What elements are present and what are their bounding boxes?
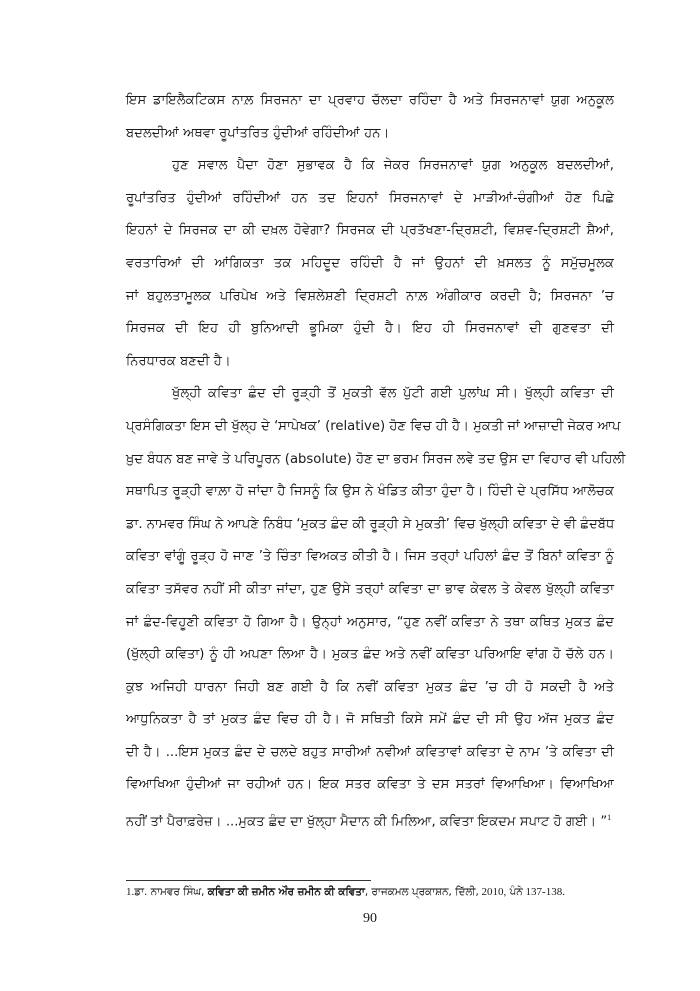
text-line: ਵਿਆਖਿਆ ਹੁੰਦੀਆਂ ਜਾ ਰਹੀਆਂ ਹਨ। ਇਕ ਸਤਰ ਕਵਿਤਾ ਤੇ ਦਸ ਸਤਰਾਂ ਵਿਆਖਿਆ। ਵਿਆਖਿਆ bbox=[126, 777, 614, 793]
text-line: ਡਾ. ਨਾਮਵਰ ਸਿੰਘ ਨੇ ਆਪਣੇ ਨਿਬੰਧ ‘ਮੁਕਤ ਛੰਦ ਕੀ ਰੂੜ੍ਹੀ ਸੇ ਮੁਕਤੀ’ ਵਿਚ ਖੁੱਲ੍ਹੀ ਕਵਿਤਾ ਦੇ ਵੀ ਛੰਦਬੱਧ bbox=[126, 516, 615, 532]
footnote bbox=[126, 884, 626, 900]
text-line: ਸਥਾਪਿਤ ਰੂੜ੍ਹੀ ਵਾਲ਼ਾ ਹੋ ਜਾਂਦਾ ਹੈ ਜਿਸਨੂੰ ਕਿ ਉਸ ਨੇ ਖੰਡਿਤ ਕੀਤਾ ਹੁੰਦਾ ਹੈ। ਹਿੰਦੀ ਦੇ ਪ੍ਰਸਿੱਧ ਆਲੋਚਕ bbox=[126, 484, 614, 500]
text-line: ਬਦਲਦੀਆਂ ਅਥਵਾ ਰੂਪਾਂਤਰਿਤ ਹੁੰਦੀਆਂ ਰਹਿੰਦੀਆਂ ਹਨ। bbox=[126, 125, 390, 141]
footnote-author: ਡਾ. ਨਾਮਵਰ ਸਿੰਘ, bbox=[134, 886, 205, 898]
text-line: ਰੂਪਾਂਤਰਿਤ ਹੁੰਦੀਆਂ ਰਹਿੰਦੀਆਂ ਹਨ ਤਦ ਇਹਨਾਂ ਸਿਰਜਨਾਵਾਂ ਦੇ ਮਾੜੀਆਂ-ਚੰਗੀਆਂ ਹੋਣ ਪਿਛੇ bbox=[126, 190, 614, 206]
text-line: ਇਹਨਾਂ ਦੇ ਸਿਰਜਕ ਦਾ ਕੀ ਦਖ਼ਲ ਹੋਵੇਗਾ? ਸਿਰਜਕ ਦੀ ਪ੍ਰਤੱਖਣਾ-ਦ੍ਰਿਸ਼ਟੀ, ਵਿਸ਼ਵ-ਦ੍ਰਿਸ਼ਟੀ ਸ਼ੈਆਂ, bbox=[126, 223, 614, 239]
text-line-last bbox=[126, 805, 614, 838]
text-line-content: ਨਹੀਂ ਤਾਂ ਪੈਰਾਫ਼ਰੇਜ਼। ...ਮੁਕਤ ਛੰਦ ਦਾ ਖੁੱਲ੍ਹਾ ਮੈਦਾਨ ਕੀ ਮਿਲਿਆ, ਕਵਿਤਾ ਇਕਦਮ ਸਪਾਟ ਹੋ ਗਈ। ” bbox=[126, 814, 608, 830]
text-line: ਆਧੁਨਿਕਤਾ ਹੈ ਤਾਂ ਮੁਕਤ ਛੰਦ ਵਿਚ ਹੀ ਹੈ। ਜੋ ਸਥਿਤੀ ਕਿਸੇ ਸਮੇਂ ਛੰਦ ਦੀ ਸੀ ਉਹ ਅੱਜ ਮੁਕਤ ਛੰਦ bbox=[126, 712, 614, 728]
text-line: ਇਸ ਡਾਇਲੈਕਟਿਕਸ ਨਾਲ਼ ਸਿਰਜਨਾ ਦਾ ਪ੍ਰਵਾਹ ਚੱਲਦਾ ਰਹਿੰਦਾ ਹੈ ਅਤੇ ਸਿਰਜਨਾਵਾਂ ਯੁਗ ਅਨੁਕੂਲ bbox=[126, 93, 614, 108]
paragraph-3 bbox=[126, 381, 626, 837]
body-text bbox=[126, 88, 626, 838]
footnote-separator bbox=[126, 880, 371, 881]
footnote-publisher: , ਰਾਜਕਮਲ ਪ੍ਰਕਾਸ਼ਨ, ਦਿੱਲੀ, bbox=[364, 886, 479, 898]
text-line: ਖੁੱਲ੍ਹੀ ਕਵਿਤਾ ਛੰਦ ਦੀ ਰੂੜ੍ਹੀ ਤੋਂ ਮੁਕਤੀ ਵੱਲ ਪੁੱਟੀ ਗਈ ਪੁਲਾਂਘ ਸੀ। ਖੁੱਲ੍ਹੀ ਕਵਿਤਾ ਦੀ bbox=[172, 386, 614, 402]
text-line: ਕਵਿਤਾ ਤਸੱਵਰ ਨਹੀਂ ਸੀ ਕੀਤਾ ਜਾਂਦਾ, ਹੁਣ ਉਸੇ ਤਰ੍ਹਾਂ ਕਵਿਤਾ ਦਾ ਭਾਵ ਕੇਵਲ ਤੇ ਕੇਵਲ ਖੁੱਲ੍ਹੀ ਕਵਿਤਾ bbox=[126, 581, 614, 597]
text-line: ਜਾਂ ਛੰਦ-ਵਿਹੂਣੀ ਕਵਿਤਾ ਹੋ ਗਿਆ ਹੈ। ਉਨ੍ਹਾਂ ਅਨੁਸਾਰ, “ਹੁਣ ਨਵੀਂ ਕਵਿਤਾ ਨੇ ਤਥਾ ਕਥਿਤ ਮੁਕਤ ਛੰਦ bbox=[126, 614, 614, 630]
text-line: ਦੀ ਹੈ। ...ਇਸ ਮੁਕਤ ਛੰਦ ਦੇ ਚਲਦੇ ਬਹੁਤ ਸਾਰੀਆਂ ਨਵੀਆਂ ਕਵਿਤਾਵਾਂ ਕਵਿਤਾ ਦੇ ਨਾਮ ’ਤੇ ਕਵਿਤਾ ਦੀ bbox=[126, 744, 614, 760]
footnote-book-title: ਕਵਿਤਾ ਕੀ ਜ਼ਮੀਨ ਔਰ ਜ਼ਮੀਨ ਕੀ ਕਵਿਤਾ bbox=[207, 886, 365, 898]
text-line: ਨਿਰਧਾਰਕ ਬਣਦੀ ਹੈ। bbox=[126, 353, 231, 369]
footnote-marker[interactable]: 1 bbox=[607, 813, 612, 823]
paragraph-1 bbox=[126, 88, 614, 153]
page-number: 90 bbox=[363, 911, 377, 926]
footnote-number: 1. bbox=[126, 886, 135, 898]
text-line: ਜਾਂ ਬਹੁਲਤਾਮੂਲਕ ਪਰਿਪੇਖ ਅਤੇ ਵਿਸ਼ਲੇਸ਼ਣੀ ਦ੍ਰਿਸ਼ਟੀ ਨਾਲ਼ ਅੰਗੀਕਾਰ ਕਰਦੀ ਹੈ; ਸਿਰਜਨਾ ’ਚ bbox=[126, 288, 614, 304]
text-line: (ਖੁੱਲ੍ਹੀ ਕਵਿਤਾ) ਨੂੰ ਹੀ ਅਪਣਾ ਲਿਆ ਹੈ। ਮੁਕਤ ਛੰਦ ਅਤੇ ਨਵੀਂ ਕਵਿਤਾ ਪਰਿਆਇ ਵਾਂਗ ਹੋ ਚੱਲੇ ਹਨ। bbox=[126, 647, 614, 663]
text-line: ਹੁਣ ਸਵਾਲ ਪੈਦਾ ਹੋਣਾ ਸੁਭਾਵਕ ਹੈ ਕਿ ਜੇਕਰ ਸਿਰਜਨਾਵਾਂ ਯੁਗ ਅਨੁਕੂਲ ਬਦਲਦੀਆਂ, bbox=[172, 158, 614, 174]
paragraph-2 bbox=[126, 153, 614, 381]
text-line: ਪ੍ਰਸੰਗਿਕਤਾ ਇਸ ਦੀ ਖੁੱਲ੍ਹ ਦੇ ‘ਸਾਪੇਖਕ’ (relative) ਹੋਣ ਵਿਚ ਹੀ ਹੈ। ਮੁਕਤੀ ਜਾਂ ਆਜ਼ਾਦੀ ਜੇਕਰ ਆਪ bbox=[126, 418, 621, 434]
footnote-pages-label: ਪੰਨੇ bbox=[506, 886, 523, 898]
footnote-year: 2010, bbox=[478, 886, 507, 898]
text-line: ਸਿਰਜਕ ਦੀ ਇਹ ਹੀ ਬੁਨਿਆਦੀ ਭੂਮਿਕਾ ਹੁੰਦੀ ਹੈ। ਇਹ ਹੀ ਸਿਰਜਨਾਵਾਂ ਦੀ ਗੁਣਵਤਾ ਦੀ bbox=[126, 321, 614, 337]
text-line: ਖ਼ੁਦ ਬੰਧਨ ਬਣ ਜਾਵੇ ਤੇ ਪਰਿਪੂਰਨ (absolute) ਹੋਣ ਦਾ ਭਰਮ ਸਿਰਜ ਲਵੇ ਤਦ ਉਸ ਦਾ ਵਿਹਾਰ ਵੀ ਪਹਿਲੀ bbox=[126, 451, 626, 467]
text-line: ਕੁਝ ਅਜਿਹੀ ਧਾਰਨਾ ਜਿਹੀ ਬਣ ਗਈ ਹੈ ਕਿ ਨਵੀਂ ਕਵਿਤਾ ਮੁਕਤ ਛੰਦ ’ਚ ਹੀ ਹੋ ਸਕਦੀ ਹੈ ਅਤੇ bbox=[126, 679, 614, 695]
text-line: ਵਰਤਾਰਿਆਂ ਦੀ ਆਂਗਿਕਤਾ ਤਕ ਮਹਿਦੂਦ ਰਹਿੰਦੀ ਹੈ ਜਾਂ ਉਹਨਾਂ ਦੀ ਖ਼ਸਲਤ ਨੂੰ ਸਮੁੱਚਮੂਲਕ bbox=[126, 255, 614, 271]
text-line: ਕਵਿਤਾ ਵਾਂਗੂੰ ਰੂੜ੍ਹ ਹੋ ਜਾਣ ’ਤੇ ਚਿੰਤਾ ਵਿਅਕਤ ਕੀਤੀ ਹੈ। ਜਿਸ ਤਰ੍ਹਾਂ ਪਹਿਲਾਂ ਛੰਦ ਤੋਂ ਬਿਨਾਂ ਕਵਿਤਾ ਨੂੰ bbox=[126, 549, 614, 565]
footnote-pages: 137-138. bbox=[522, 886, 565, 898]
